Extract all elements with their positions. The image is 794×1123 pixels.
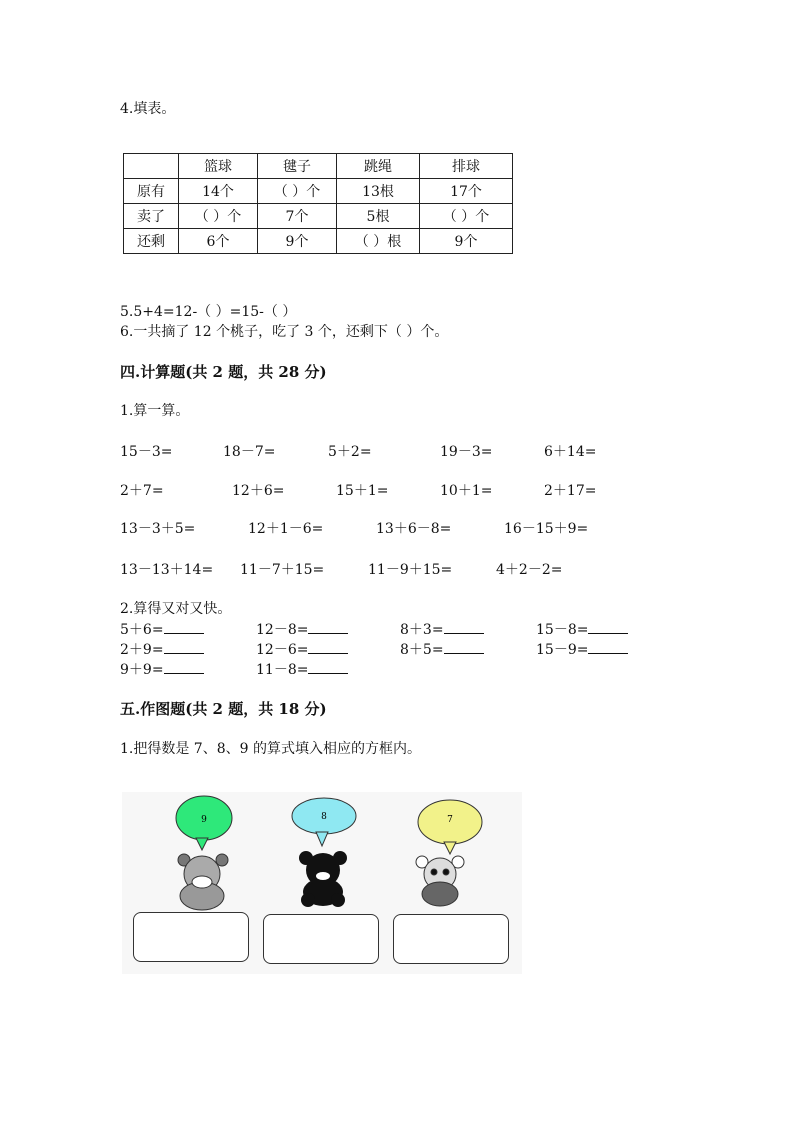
table-cell: 毽子 xyxy=(258,154,337,179)
table-cell[interactable]: （ ）个 xyxy=(420,204,513,229)
table-cell[interactable]: （ ）个 xyxy=(258,179,337,204)
equation: 8＋3= xyxy=(400,622,444,638)
equation: 18－7= xyxy=(223,444,276,460)
equation: 2＋9= xyxy=(120,642,164,658)
equation: 13＋6－8= xyxy=(376,521,452,537)
answer-blank[interactable] xyxy=(588,639,628,654)
q5-text: 5.5+4=12-（ ）=15-（ ） xyxy=(120,304,297,320)
bubble-label: 9 xyxy=(201,815,207,825)
table-cell: 13根 xyxy=(337,179,420,204)
table-cell: 篮球 xyxy=(179,154,258,179)
equation: 5＋6= xyxy=(120,622,164,638)
equation: 15－3= xyxy=(120,444,173,460)
equation: 12＋1－6= xyxy=(248,521,324,537)
equation: 15－8= xyxy=(536,622,589,638)
table-cell: 排球 xyxy=(420,154,513,179)
equation: 15＋1= xyxy=(336,483,389,499)
fill-table xyxy=(123,153,513,254)
quick-equation xyxy=(256,639,348,659)
answer-blank[interactable] xyxy=(308,639,348,654)
equation: 8＋5= xyxy=(400,642,444,658)
speech-bubble-7 xyxy=(418,800,482,854)
quick-equation xyxy=(536,619,628,639)
equation: 2＋17= xyxy=(544,483,597,499)
table-header-row xyxy=(124,154,513,179)
answer-box-8[interactable] xyxy=(263,914,379,964)
answer-box-9[interactable] xyxy=(133,912,249,962)
table-cell[interactable]: （ ）个 xyxy=(179,204,258,229)
equation: 13－3＋5= xyxy=(120,521,196,537)
equation: 16－15＋9= xyxy=(504,521,589,537)
bear-illustration xyxy=(122,792,522,974)
table-cell: 17个 xyxy=(420,179,513,204)
answer-blank[interactable] xyxy=(444,639,484,654)
bear-figure-icon xyxy=(299,851,347,907)
answer-blank[interactable] xyxy=(588,619,628,634)
section-heading: 四.计算题(共 2 题，共 28 分) xyxy=(120,363,327,381)
quick-equation xyxy=(120,619,204,639)
table-cell: 5根 xyxy=(337,204,420,229)
q6-text: 6.一共摘了 12 个桃子，吃了 3 个，还剩下（ ）个。 xyxy=(120,324,449,340)
quick-equation xyxy=(256,619,348,639)
equation: 6＋14= xyxy=(544,444,597,460)
table-cell: 6个 xyxy=(179,229,258,254)
equation: 5＋2= xyxy=(328,444,372,460)
table-row xyxy=(124,204,513,229)
table-row xyxy=(124,179,513,204)
quick-equation xyxy=(120,659,204,679)
answer-blank[interactable] xyxy=(444,619,484,634)
table-cell[interactable]: （ ）根 xyxy=(337,229,420,254)
answer-box-7[interactable] xyxy=(393,914,509,964)
bubble-label: 8 xyxy=(321,812,327,822)
table-cell: 跳绳 xyxy=(337,154,420,179)
speech-bubble-8 xyxy=(292,798,356,846)
bear-figure-icon xyxy=(178,854,228,910)
table-cell: 7个 xyxy=(258,204,337,229)
q4-title: 4.填表。 xyxy=(120,101,176,117)
equation: 9＋9= xyxy=(120,662,164,678)
table-cell: 卖了 xyxy=(124,204,179,229)
table-cell: 原有 xyxy=(124,179,179,204)
answer-blank[interactable] xyxy=(164,659,204,674)
quick-equation xyxy=(256,659,348,679)
equation: 11－8= xyxy=(256,662,309,678)
equation: 4＋2－2= xyxy=(496,562,563,578)
table-row xyxy=(124,229,513,254)
equation: 11－9＋15= xyxy=(368,562,453,578)
quick-equation xyxy=(120,639,204,659)
table-cell: 14个 xyxy=(179,179,258,204)
equation: 11－7＋15= xyxy=(240,562,325,578)
equation: 15－9= xyxy=(536,642,589,658)
equation: 19－3= xyxy=(440,444,493,460)
problem-title: 2.算得又对又快。 xyxy=(120,601,232,617)
equation: 12－6= xyxy=(256,642,309,658)
table-cell: 9个 xyxy=(420,229,513,254)
problem-title: 1.算一算。 xyxy=(120,403,190,419)
table-cell xyxy=(124,154,179,179)
table-cell: 9个 xyxy=(258,229,337,254)
speech-bubble-9 xyxy=(176,796,232,850)
problem-title: 1.把得数是 7、8、9 的算式填入相应的方框内。 xyxy=(120,741,421,757)
equation: 2＋7= xyxy=(120,483,164,499)
answer-blank[interactable] xyxy=(308,619,348,634)
equation: 12－8= xyxy=(256,622,309,638)
table-cell: 还剩 xyxy=(124,229,179,254)
section-heading: 五.作图题(共 2 题，共 18 分) xyxy=(120,700,327,718)
quick-equation xyxy=(400,639,484,659)
answer-blank[interactable] xyxy=(164,619,204,634)
quick-equation xyxy=(400,619,484,639)
equation: 10＋1= xyxy=(440,483,493,499)
answer-blank[interactable] xyxy=(308,659,348,674)
equation: 12＋6= xyxy=(232,483,285,499)
bubble-label: 7 xyxy=(447,815,453,825)
answer-blank[interactable] xyxy=(164,639,204,654)
bear-figure-icon xyxy=(416,856,464,906)
quick-equation xyxy=(536,639,628,659)
equation: 13－13＋14= xyxy=(120,562,214,578)
